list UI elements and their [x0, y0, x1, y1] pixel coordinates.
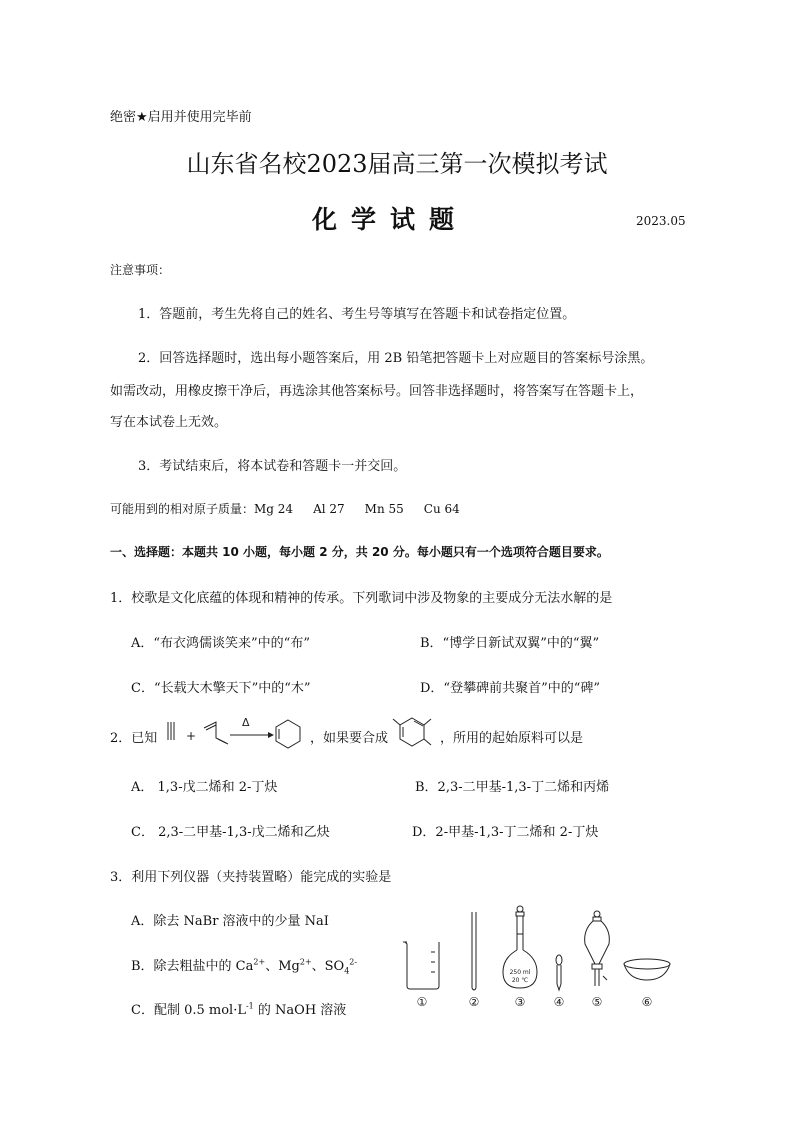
q3-option-a: A．除去 NaBr 溶液中的少量 NaI [131, 914, 329, 929]
atomic-mass-mg: Mg 24 [254, 502, 294, 516]
apparatus-label-1: ① [416, 995, 428, 1009]
alkyne-triple-bond [168, 722, 174, 740]
atomic-mass-mn: Mn 55 [364, 502, 404, 516]
q2-stem-prefix: 2．已知 [110, 731, 158, 746]
flask-temp-label: 20 ℃ [511, 977, 529, 984]
apparatus-label-5: ⑤ [591, 995, 603, 1009]
plus-sign: + [186, 729, 197, 743]
q1-option-d: D．“登攀碑前共聚首”中的“碑” [420, 681, 601, 696]
atomic-mass-line [110, 500, 460, 517]
note-item-3: 3．考试结束后，将本试卷和答题卡一并交回。 [138, 459, 407, 474]
q2-option-a: A． 1,3-戊二烯和 2-丁炔 [131, 780, 278, 795]
q3-stem: 3．利用下列仪器（夹持装置略）能完成的实验是 [110, 870, 392, 885]
note-item-2-line-1: 2．回答选择题时，选出每小题答案后，用 2B 铅笔把答题卡上对应题目的答案标号涂黑。 [138, 351, 654, 366]
q3-option-c: C．配制 0.5 $mol\cdot L^{-1}$ 的 NaOH 溶液 [131, 1001, 347, 1018]
q2-reaction-scheme [160, 714, 310, 754]
atomic-mass-cu: Cu 64 [423, 502, 460, 516]
notes-heading: 注意事项： [110, 263, 171, 277]
glass-rod-icon [472, 912, 476, 990]
q2-stem-suffix: ，所用的起始原料可以是 [440, 731, 584, 746]
apparatus-label-4: ④ [553, 995, 565, 1009]
confidentiality-note: 绝密★启用并使用完毕前 [110, 110, 252, 125]
apparatus-figure [395, 900, 685, 1015]
exam-title: 山东省名校2023届高三第一次模拟考试 [186, 150, 608, 178]
target-molecule-dimethylcyclohexadiene [390, 708, 440, 754]
note-item-2-line-2: 如需改动，用橡皮擦干净后，再选涂其他答案标号。回答非选择题时，将答案写在答题卡上， [110, 384, 644, 399]
dropper-icon [556, 955, 562, 990]
delta-symbol: Δ [242, 716, 250, 729]
q1-option-c: C．“长载大木擎天下”中的“木” [131, 681, 311, 696]
atomic-mass-label: 可能用到的相对原子质量： [110, 502, 255, 516]
evaporating-dish-icon [624, 959, 670, 980]
apparatus-label-6: ⑥ [641, 995, 653, 1009]
q1-stem: 1．校歌是文化底蕴的体现和精神的传承。下列歌词中涉及物象的主要成分无法水解的是 [110, 591, 613, 606]
q2-stem-middle: ，如果要合成 [310, 731, 389, 746]
q1-option-a: A．“布衣鸿儒谈笑来”中的“布” [131, 636, 310, 651]
q3-option-b: B．除去粗盐中的 $Ca^{2+}$、$Mg^{2+}$、$SO_4^{2-}$ [131, 957, 358, 976]
separatory-funnel-icon [585, 911, 610, 986]
note-item-2-line-3: 写在本试卷上无效。 [110, 415, 228, 430]
q2-option-b: B．2,3-二甲基-1,3-丁二烯和丙烯 [415, 780, 610, 795]
atomic-mass-al: Al 27 [313, 502, 345, 516]
flask-volume-label: 250 ml [509, 969, 531, 976]
beaker-icon [403, 942, 439, 989]
q1-option-b: B．“博学日新试双翼”中的“翼” [420, 636, 600, 651]
apparatus-label-2: ② [468, 995, 480, 1009]
subject-title: 化学试题 [312, 205, 469, 234]
section-1-heading: 一、选择题：本题共 10 小题，每小题 2 分，共 20 分。每小题只有一个选项符合题目要求。 [110, 545, 609, 559]
q2-option-d: D．2-甲基-1,3-丁二烯和 2-丁炔 [412, 825, 599, 840]
cyclohexene-ring [276, 720, 300, 748]
q2-option-c: C． 2,3-二甲基-1,3-戊二烯和乙炔 [131, 825, 330, 840]
exam-date: 2023.05 [636, 214, 686, 228]
apparatus-label-3: ③ [514, 995, 526, 1009]
note-item-1: 1．答题前，考生先将自己的姓名、考生号等填写在答题卡和试卷指定位置。 [138, 307, 576, 322]
